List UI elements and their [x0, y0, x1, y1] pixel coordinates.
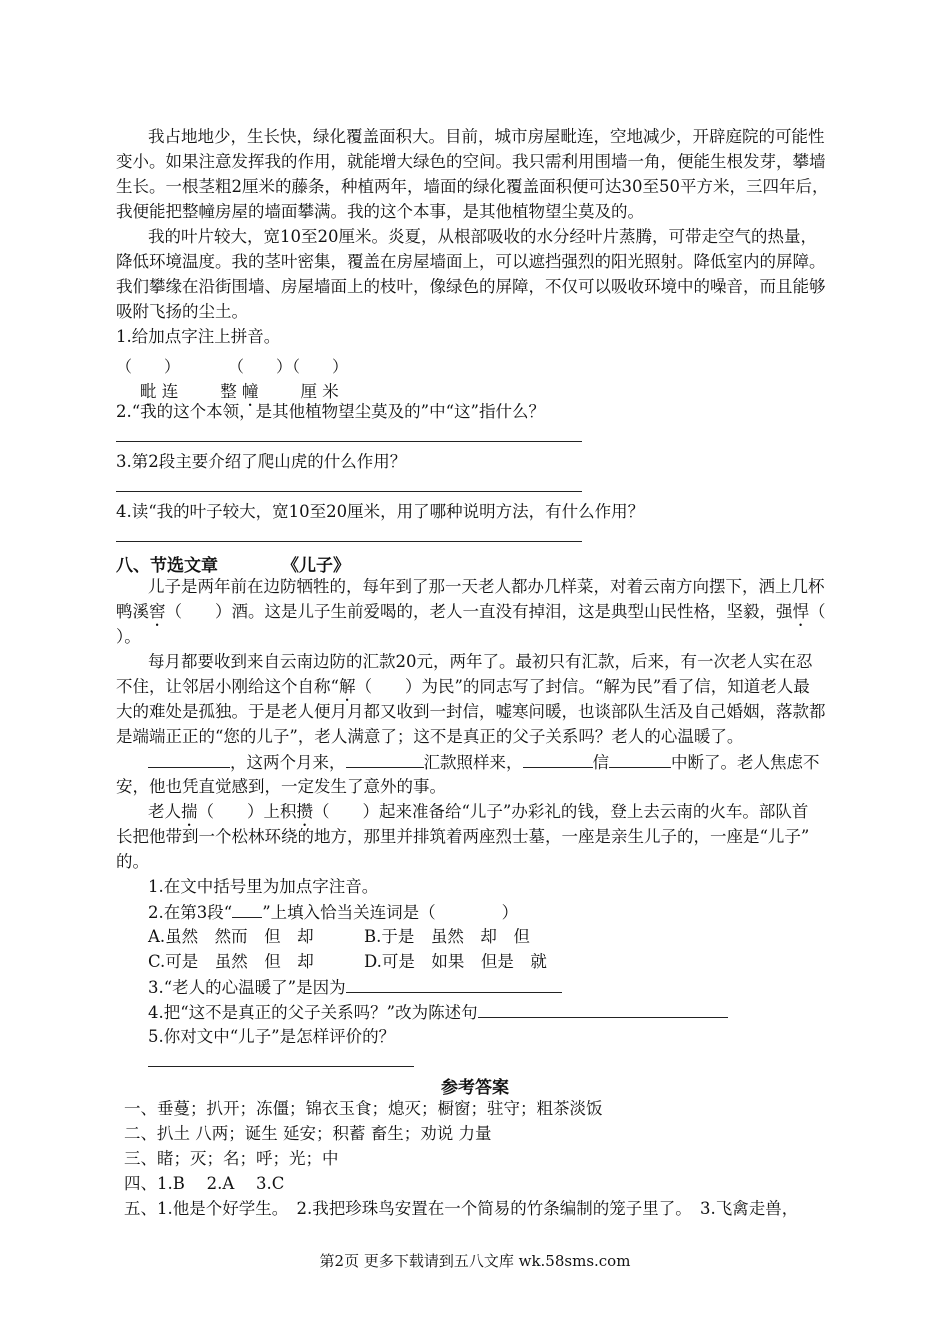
- s8-p3-line-2: 安，他也凭直觉感到，一定发生了意外的事。: [116, 777, 446, 796]
- s8-question-3: [148, 976, 562, 999]
- s8-p2-line-4: 是端端正正的“您的儿子”，老人满意了；这不是真正的父子关系吗？老人的心温暖了。: [116, 727, 744, 746]
- option-c: C.可是 虽然 但 却: [148, 952, 314, 971]
- answers-title: 参考答案: [441, 1078, 509, 1098]
- text: （ ）起来准备给“儿子”办彩礼的钱，登上去云南的火车。部队首: [313, 802, 809, 821]
- answer-2: 二、扒土 八两；诞生 延安；积蓄 畜生；劝说 力量: [124, 1124, 492, 1143]
- p1-line-2: 变小。如果注意发挥我的作用，就能增大绿色的空间。我只需利用围墙一角，便能生根发芽，攀墙: [116, 152, 826, 171]
- page-footer: 第2页 更多下载请到五八文库 wk.58sms.com: [319, 1252, 631, 1270]
- section-label: 八、节选文章: [116, 556, 218, 576]
- p1-line-4: 我便能把整幢房屋的墙面攀满。我的这个本事，是其他植物望尘莫及的。: [116, 202, 644, 221]
- article-title: 《儿子》: [282, 556, 350, 576]
- dotted-char: 解: [338, 677, 356, 696]
- dotted-char: 攒: [296, 802, 313, 821]
- s8-p1-line-3: ）。: [116, 627, 141, 646]
- dotted-char: 揣: [181, 802, 198, 821]
- fill-blank[interactable]: [232, 901, 262, 918]
- fill-blank[interactable]: [523, 751, 593, 768]
- option-a: A.虽然 然而 但 却: [148, 927, 314, 946]
- dotted-char: 悍: [792, 602, 809, 621]
- text: （ ）为民”的同志写了封信。“解为民”看了信，知道老人最: [355, 677, 810, 696]
- s8-p4-line-3: 的。: [116, 852, 149, 871]
- answer-line[interactable]: [116, 441, 582, 442]
- fill-blank[interactable]: [346, 976, 562, 993]
- text: 老人: [148, 802, 181, 821]
- dotted-char: 幢: [241, 382, 259, 401]
- plain-char: 连: [161, 382, 179, 401]
- text: 3.“老人的心温暖了”是因为: [148, 978, 346, 997]
- dotted-char: 窖: [149, 602, 166, 621]
- text: （ ）上积: [197, 802, 297, 821]
- fill-blank[interactable]: [478, 1001, 728, 1018]
- text: 4.把“这不是真正的父子关系吗？”改为陈述句: [148, 1003, 478, 1022]
- text: （ ）酒。这是儿子生前爱喝的，老人一直没有掉泪，这是典型山民性格，坚毅，强: [165, 602, 793, 621]
- plain-char: 米: [322, 382, 339, 401]
- p1-line-1: 我占地地少，生长快，绿化覆盖面积大。目前，城市房屋毗连，空地减少，开辟庭院的可能性: [148, 127, 825, 146]
- s8-p1-line-1: 儿子是两年前在边防牺牲的，每年到了那一天老人都办几样菜，对着云南方向摆下，洒上几杯: [148, 577, 825, 596]
- text: 汇款照样来，: [423, 753, 523, 772]
- dotted-char: 厘: [300, 382, 317, 401]
- p2-line-4: 吸附飞扬的尘土。: [116, 302, 248, 321]
- fill-blank[interactable]: [148, 751, 230, 768]
- answer-4: 四、1.B 2.A 3.C: [124, 1174, 285, 1193]
- s8-question-5: 5.你对文中“儿子”是怎样评价的？: [148, 1027, 396, 1046]
- s8-p2-line-1: 每月都要收到来自云南边防的汇款20元，两年了。最初只有汇款，后来，有一次老人实在忍: [148, 652, 813, 671]
- question-2: 2.“我的这个本领，是其他植物望尘莫及的”中“这”指什么？: [116, 402, 545, 421]
- plain-char: 整: [220, 382, 237, 401]
- s8-p2-line-3: 大的难处是孤独。于是老人便月月都又收到一封信，嘘寒问暖，也谈部队生活及自己婚姻，落款都: [116, 702, 826, 721]
- p2-line-2: 降低环境温度。我的茎叶密集，覆盖在房屋墙面上，可以遮挡强烈的阳光照射。降低室内的屏障。: [116, 252, 826, 271]
- dotted-char: 毗: [140, 382, 157, 401]
- pinyin-brackets: （ ） （ ）（ ）: [116, 357, 349, 376]
- text: ，这两个月来，: [230, 753, 346, 772]
- s8-question-4: [148, 1001, 728, 1024]
- fill-blank[interactable]: [609, 751, 671, 768]
- text: 2.在第3段“: [148, 903, 233, 922]
- answer-5: 五、1.他是个好学生。 2.我把珍珠鸟安置在一个简易的竹条编制的笼子里了。 3.飞禽走兽，: [124, 1199, 799, 1218]
- fill-blank[interactable]: [346, 751, 424, 768]
- question-4: 4.读“我的叶子较大，宽10至20厘米，用了哪种说明方法，有什么作用？: [116, 502, 645, 521]
- p2-line-3: 我们攀缘在沿街围墙、房屋墙面上的枝叶，像绿色的屏障，不仅可以吸收环境中的噪音，而且能够: [116, 277, 826, 296]
- answer-3: 三、睹；灭；名；呼；光；中: [124, 1149, 339, 1168]
- question-1: 1.给加点字注上拼音。: [116, 327, 281, 346]
- answer-line[interactable]: [116, 541, 582, 542]
- text: 不住，让邻居小刚给这个自称“: [116, 677, 339, 696]
- s8-p1-line-2: [116, 601, 826, 630]
- section-heading: [116, 551, 350, 576]
- text: 信: [592, 753, 609, 772]
- p2-line-1: 我的叶片较大，宽10至20厘米。炎夏，从根部吸收的水分经叶片蒸腾，可带走空气的热量，: [148, 227, 817, 246]
- p1-line-3: 生长。一根茎粗2厘米的藤条，种植两年，墙面的绿化覆盖面积便可达30至50平方米，三四年后，: [116, 177, 829, 196]
- s8-question-2: [148, 901, 518, 924]
- answer-line[interactable]: [116, 491, 582, 492]
- answer-line[interactable]: [148, 1066, 414, 1067]
- text: 中断了。老人焦虑不: [671, 753, 820, 772]
- text: ”上填入恰当关连词是（ ）: [262, 903, 519, 922]
- text: （: [809, 602, 826, 621]
- option-b: B.于是 虽然 却 但: [364, 927, 530, 946]
- text: 鸭溪: [116, 602, 149, 621]
- s8-p3-line-1: [148, 751, 820, 774]
- question-3: 3.第2段主要介绍了爬山虎的什么作用？: [116, 452, 407, 471]
- option-d: D.可是 如果 但是 就: [364, 952, 547, 971]
- answer-1: 一、垂蔓；扒开；冻僵；锦衣玉食；熄灭；橱窗；驻守；粗茶淡饭: [124, 1099, 603, 1118]
- s8-p4-line-2: 长把他带到一个松林环绕的地方，那里并排筑着两座烈士墓，一座是亲生儿子的，一座是“儿子”: [116, 827, 810, 846]
- s8-question-1: 1.在文中括号里为加点字注音。: [148, 877, 379, 896]
